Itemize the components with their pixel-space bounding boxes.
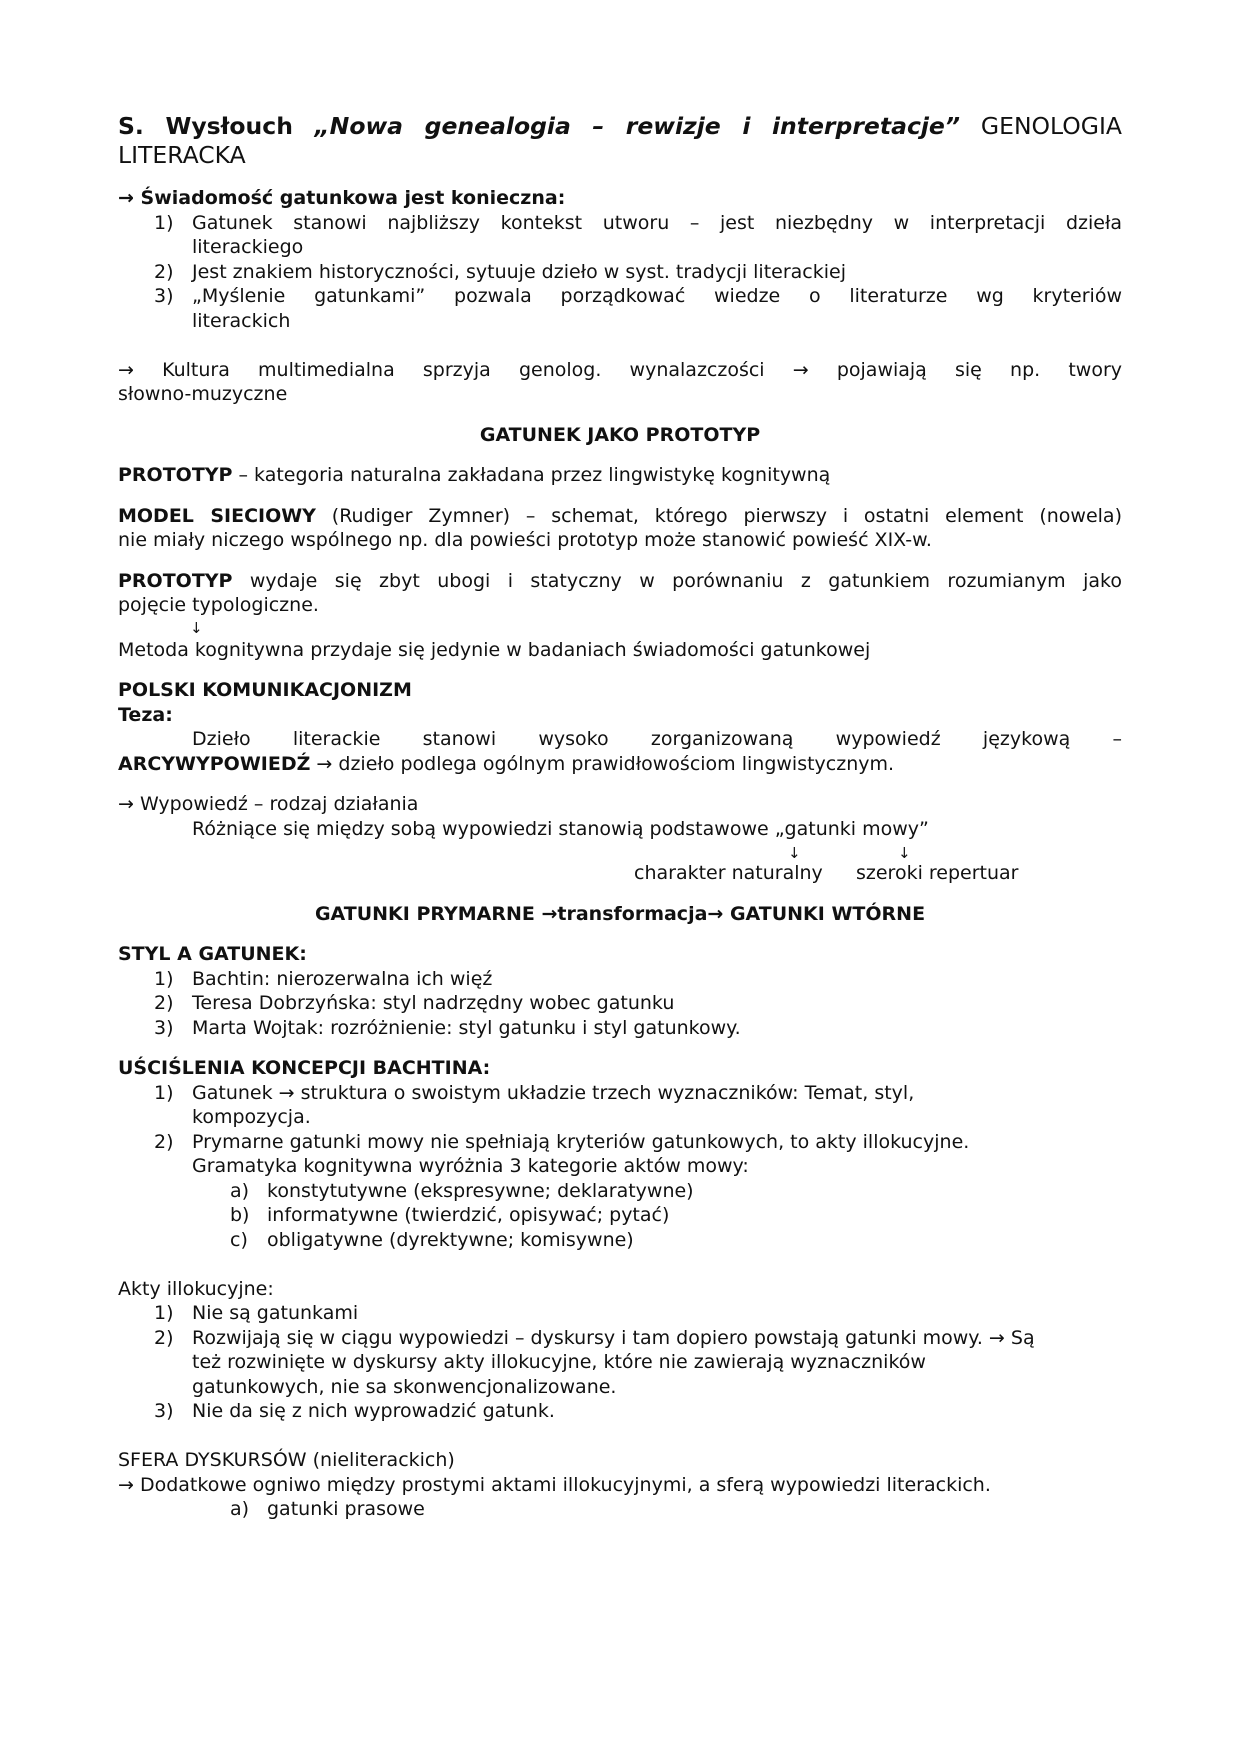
section-heading: SFERA DYSKURSÓW (nieliterackich) <box>118 1449 455 1471</box>
list-item: 2) Teresa Dobrzyńska: styl nadrzędny wobec gatunku <box>154 992 675 1014</box>
paragraph: Różniące się między sobą wypowiedzi stanowią podstawowe „gatunki mowy” <box>192 817 929 840</box>
down-arrow-icon: ↓ <box>788 844 801 862</box>
list-item: 1) Gatunek → struktura o swoistym układzie trzech wyznaczników: Temat, styl, kompozycja. <box>154 1081 915 1128</box>
list-item: 1) Nie są gatunkami <box>154 1302 359 1324</box>
list-item: 1) Gatunek stanowi najbliższy kontekst utworu – jest niezbędny w interpretacji dzieła literackiego <box>154 211 1122 258</box>
document-page <box>118 112 1122 1522</box>
section-heading: STYL A GATUNEK: <box>118 943 307 965</box>
section-heading: POLSKI KOMUNIKACJONIZM <box>118 679 412 701</box>
list-item: 2) Jest znakiem historyczności, sytuuje dzieło w syst. tradycji literackiej <box>154 260 846 283</box>
paragraph: MODEL SIECIOWY (Rudiger Zymner) – schemat, którego pierwszy i ostatni element (nowela) <box>118 504 1122 527</box>
list-item: 2) Prymarne gatunki mowy nie spełniają kryteriów gatunkowych, to akty illokucyjne. Gramatyka kognitywna wyróżnia 3 kategorie aktów mowy: <box>154 1130 970 1177</box>
sub-list-item: a) gatunki prasowe <box>230 1498 425 1520</box>
down-arrow-icon: ↓ <box>190 618 203 637</box>
list-item: 3) Nie da się z nich wyprowadzić gatunk. <box>154 1400 555 1422</box>
paragraph: → Dodatkowe ogniwo między prostymi aktami illokucyjnymi, a sferą wypowiedzi literackich. <box>118 1473 991 1496</box>
section-heading: GATUNEK JAKO PROTOTYP <box>479 423 761 446</box>
paragraph: → Wypowiedź – rodzaj działania <box>118 793 419 815</box>
list-item: 3) Marta Wojtak: rozróżnienie: styl gatunku i styl gatunkowy. <box>154 1016 741 1039</box>
section-heading: Akty illokucyjne: <box>118 1277 274 1300</box>
paragraph: ARCYWYPOWIEDŹ → dzieło podlega ogólnym prawidłowościom lingwistycznym. <box>118 752 895 775</box>
note-row: charakter naturalny szeroki repertuar <box>634 862 1019 884</box>
thesis-label: Teza: <box>118 703 173 726</box>
list-item: 1) Bachtin: nierozerwalna ich więź <box>154 967 493 990</box>
section-heading: UŚCIŚLENIA KONCEPCJI BACHTINA: <box>118 1057 491 1079</box>
paragraph: → Kultura multimedialna sprzyja genolog. wynalazczości → pojawiają się np. twory <box>118 358 1122 381</box>
paragraph: PROTOTYP wydaje się zbyt ubogi i statyczny w porównaniu z gatunkiem rozumianym jako <box>118 569 1122 592</box>
section-heading: → Świadomość gatunkowa jest konieczna: <box>118 187 566 209</box>
list-item: 3) „Myślenie gatunkami” pozwala porządkować wiedze o literaturze wg kryteriów literackich <box>154 285 1122 332</box>
sub-list-item: c) obligatywne (dyrektywne; komisywne) <box>230 1228 634 1251</box>
list-item: 2) Rozwijają się w ciągu wypowiedzi – dyskursy i tam dopiero powstają gatunki mowy. → Są też rozwinięte w dyskursy akty illokucyjne, które nie zawierają wyznaczników gatunkowych, nie sa skonwencjonalizowane. <box>154 1326 1035 1398</box>
paragraph: pojęcie typologiczne. <box>118 594 319 616</box>
paragraph: Dzieło literackie stanowi wysoko zorganizowaną wypowiedź językową – <box>192 728 1122 750</box>
paragraph: PROTOTYP – kategoria naturalna zakładana przez lingwistykę kognitywną <box>118 464 831 486</box>
section-heading: GATUNKI PRYMARNE →transformacja→ GATUNKI WTÓRNE <box>314 902 926 925</box>
down-arrow-icon: ↓ <box>898 844 911 862</box>
paragraph: nie miały niczego wspólnego np. dla powieści prototyp może stanowić powieść XIX-w. <box>118 529 932 551</box>
sub-list-item: a) konstytutywne (ekspresywne; deklaratywne) <box>230 1179 694 1202</box>
document-title: S. Wysłouch „Nowa genealogia – rewizje i interpretacje” GENOLOGIA LITERACKA <box>118 112 1122 169</box>
arrow-row <box>118 841 1122 861</box>
paragraph: słowno-muzyczne <box>118 383 288 405</box>
sub-list-item: b) informatywne (twierdzić, opisywać; pytać) <box>230 1204 670 1226</box>
paragraph: Metoda kognitywna przydaje się jedynie w badaniach świadomości gatunkowej <box>118 638 871 661</box>
